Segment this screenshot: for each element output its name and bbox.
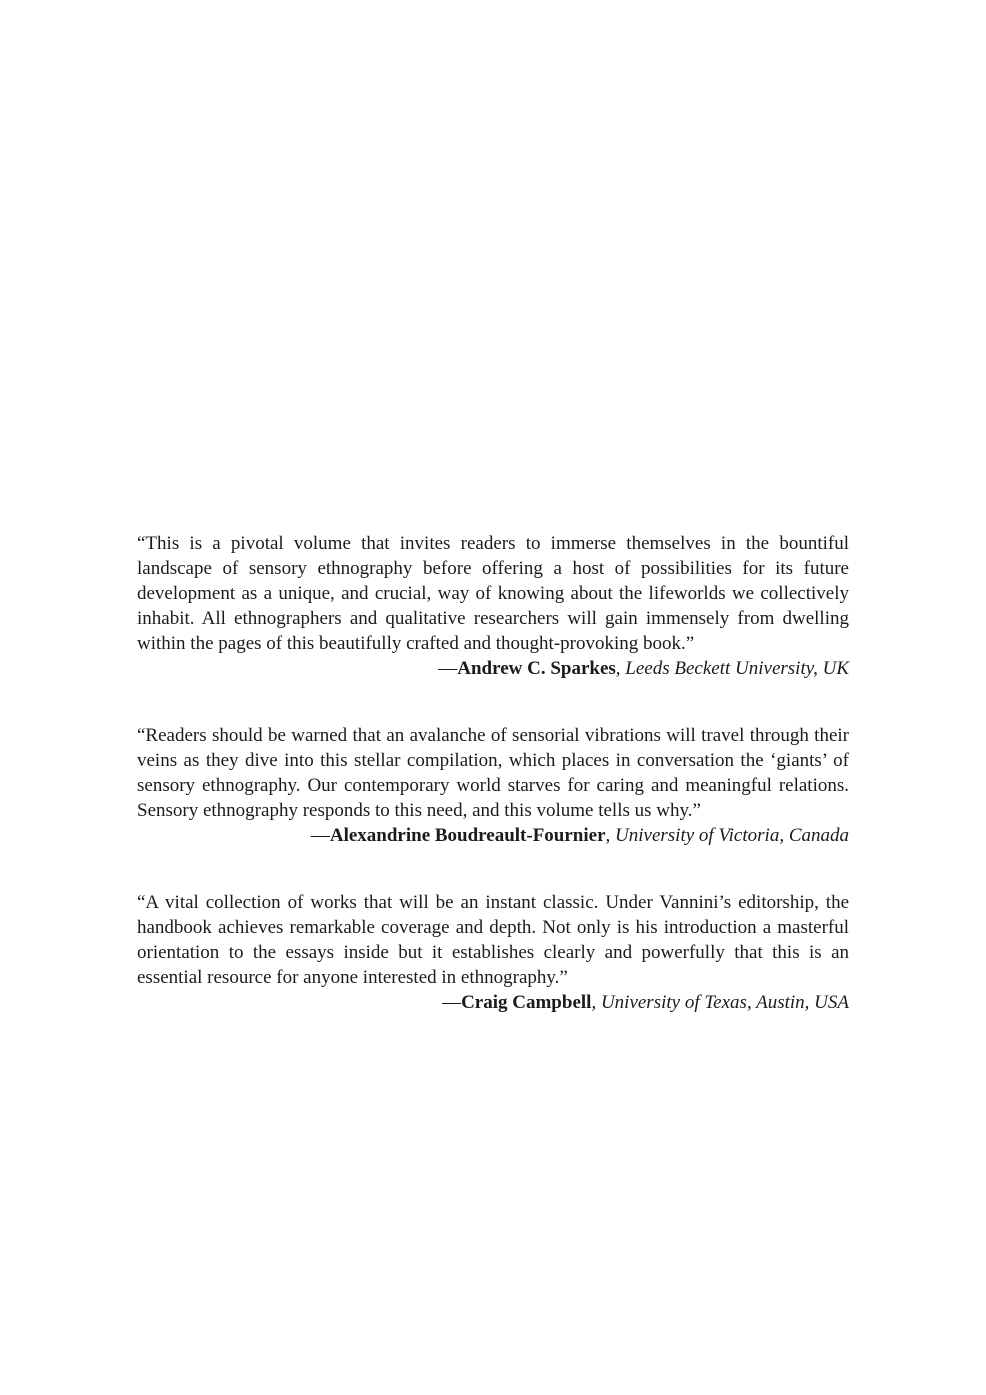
quote-text: “This is a pivotal volume that invites readers to immerse themselves in the bountiful landscape of sensory ethnography before offering a host of possibilities for its future development as a unique, and crucial, way of knowing about the lifeworlds we collectively inhabit. All ethnographers and qualitative researchers will gain immensely from dwelling within the pages of this beautifully crafted and thought-provoking book.”	[137, 533, 849, 654]
endorsement-quote-1	[137, 531, 849, 681]
quote-text: “A vital collection of works that will be an instant classic. Under Vannini’s editorship, the handbook achieves remarkable coverage and depth. Not only is his introduction a masterful orientation to the essays inside but it establishes clearly and powerfully that this is an essential resource for anyone interested in ethnography.”	[137, 892, 849, 988]
attribution-dash: —	[310, 825, 330, 846]
quote-attribution	[137, 990, 849, 1015]
attribution-author: Craig Campbell	[461, 992, 592, 1013]
quote-text: “Readers should be warned that an avalanche of sensorial vibrations will travel through their veins as they dive into this stellar compilation, which places in conversation the ‘giants’ of sensory ethnography. Our contemporary world starves for caring and meaningful relations. Sensory ethnography responds to this need, and this volume tells us why.”	[137, 725, 849, 821]
attribution-affiliation: , Leeds Beckett University, UK	[615, 658, 849, 679]
attribution-affiliation: , University of Texas, Austin, USA	[591, 992, 849, 1013]
attribution-author: Alexandrine Boudreault-Fournier	[329, 825, 606, 846]
attribution-author: Andrew C. Sparkes	[457, 658, 616, 679]
endorsements-block	[137, 531, 849, 1015]
endorsement-quote-2	[137, 723, 849, 848]
attribution-dash: —	[442, 992, 462, 1013]
attribution-dash: —	[438, 658, 458, 679]
quote-attribution	[137, 823, 849, 848]
quote-attribution	[137, 656, 849, 681]
endorsement-quote-3	[137, 890, 849, 1015]
attribution-affiliation: , University of Victoria, Canada	[605, 825, 849, 846]
